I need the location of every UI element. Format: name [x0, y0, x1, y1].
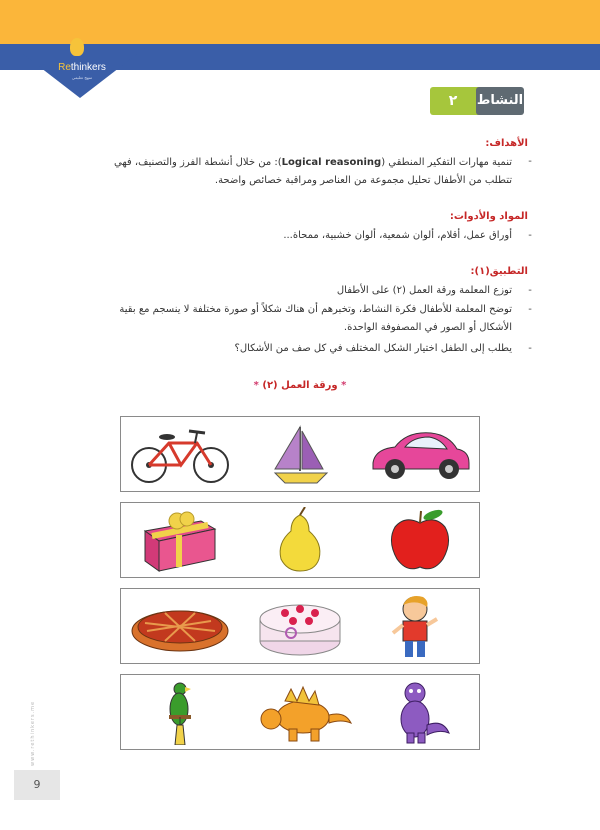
brand-rest: thinkers	[70, 62, 106, 73]
activity-number: ٢	[448, 93, 458, 109]
header-yellow-band	[0, 0, 600, 44]
goals-line1-b: Logical reasoning	[281, 157, 382, 168]
application-item1: توزع المعلمة ورقة العمل (٢) على الأطفال	[336, 285, 512, 296]
goals-line1-a: تنمية مهارات التفكير المنطقي (	[381, 157, 512, 168]
pear-icon	[245, 507, 355, 573]
brand-logo	[52, 62, 112, 73]
bullet: -	[528, 230, 532, 241]
goals-title: الأهداف:	[485, 138, 528, 149]
goals-line2: تتطلب من الأطفال تحليل مجموعة من العناصر ومراقبة خصائص واضحة.	[214, 175, 512, 186]
bullet: -	[528, 285, 532, 296]
worksheet-row-4	[120, 674, 480, 750]
application-item3: يطلب إلى الطفل اختيار الشكل المختلف في كل صف من الأشكال؟	[234, 343, 512, 354]
website-vertical-text: www.rethinkers.me	[30, 700, 36, 766]
bullet: -	[528, 156, 532, 167]
application-item2	[92, 301, 512, 337]
application-title: التطبيق(١):	[470, 266, 528, 277]
goals-line1-c: ): من خلال أنشطة الفرز والتصنيف، فهي	[113, 157, 282, 168]
parrot-icon	[125, 679, 235, 745]
goals-line1	[92, 154, 512, 172]
dinosaur-orange-icon	[245, 679, 355, 745]
pie-icon	[125, 593, 235, 659]
brand-re: Re	[58, 62, 71, 73]
activity-badge	[430, 87, 524, 115]
star-icon: *	[341, 380, 347, 391]
gift-box-icon	[125, 507, 235, 573]
bullet: -	[528, 304, 532, 315]
apple-icon	[365, 507, 475, 573]
materials-line1: أوراق عمل، أقلام، ألوان شمعية، ألوان خشبية، ممحاة...	[283, 230, 512, 241]
page-number: 9	[33, 778, 41, 791]
boy-icon	[365, 593, 475, 659]
activity-label: النشاط	[476, 93, 524, 108]
worksheet-row-2	[120, 502, 480, 578]
cake-icon	[245, 593, 355, 659]
sailboat-icon	[245, 421, 355, 487]
materials-title: المواد والأدوات:	[449, 211, 528, 222]
application-item2-line2: الأشكال أو الصور في المصفوفة الواحدة.	[343, 322, 512, 333]
bicycle-icon	[125, 421, 235, 487]
car-icon	[365, 421, 475, 487]
worksheet-title-text: ورقة العمل (٢)	[262, 380, 338, 391]
dinosaur-purple-icon	[365, 679, 475, 745]
worksheet-title	[0, 380, 600, 391]
lightbulb-icon	[70, 38, 84, 56]
worksheet-row-3	[120, 588, 480, 664]
worksheet-row-1	[120, 416, 480, 492]
brand-subtitle: منهج تعليمي	[71, 75, 93, 80]
bullet: -	[528, 343, 532, 354]
application-item2-line1: توضح المعلمة للأطفال فكرة النشاط، وتخبرهم أن هناك شكلاً أو صورة مختلفة لا ينسجم مع بقية	[119, 304, 512, 315]
star-icon: *	[253, 380, 259, 391]
goals-paragraph	[92, 154, 512, 190]
